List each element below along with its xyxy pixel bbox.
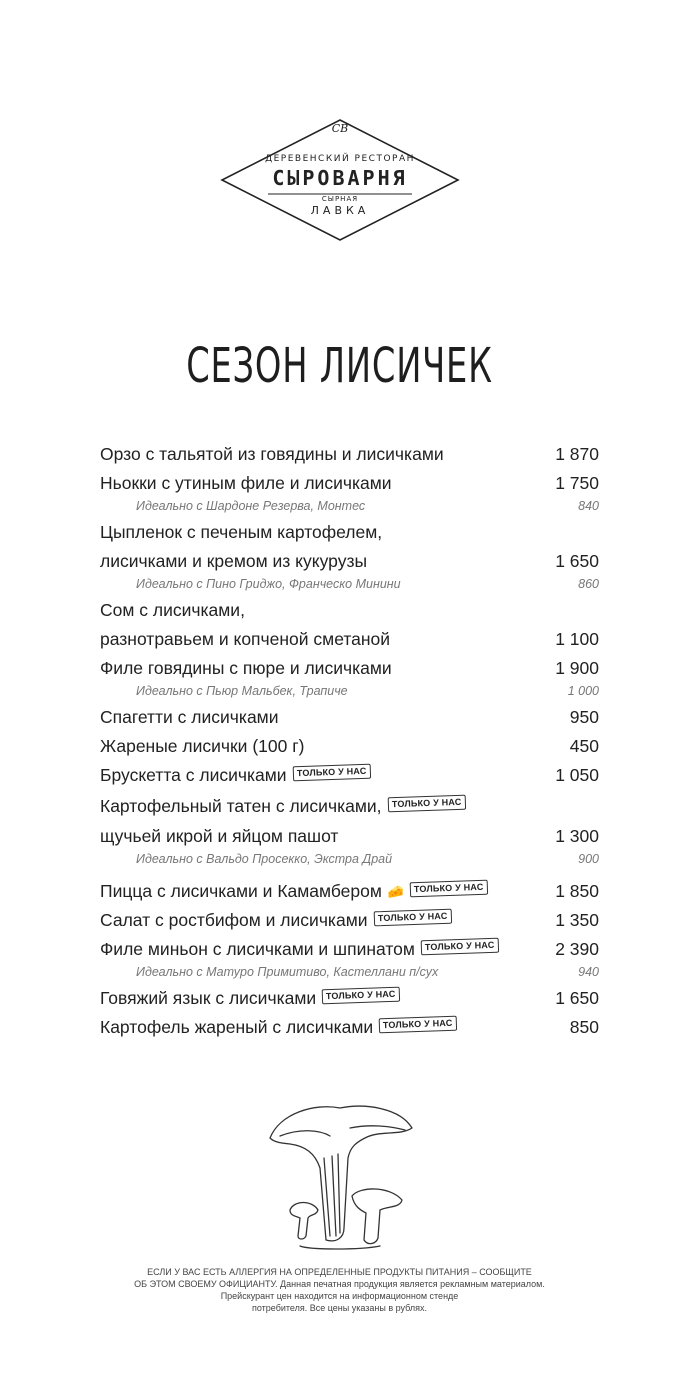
menu-item-name-text: Спагетти с лисичками [100,707,279,727]
menu-item-name [100,1013,457,1042]
wine-pairing [100,683,599,700]
cheese-icon: 🧀 [387,884,405,899]
wine-pairing-text: Идеально с Пино Гриджо, Франческо Минини [136,577,401,591]
menu-item-first-line [100,596,599,625]
logo-subtitle: ДЕРЕВЕНСКИЙ РЕСТОРАН [265,154,415,164]
menu-item [100,906,599,935]
menu-item [100,469,599,498]
wine-pairing [100,964,599,981]
menu-item [100,625,599,654]
menu-item-name [100,518,382,547]
menu-item-name [100,906,451,935]
wine-pairing-price: 940 [578,965,599,979]
wine-pairing-price: 840 [578,499,599,513]
menu-item [100,547,599,576]
menu-item-name [100,732,304,761]
menu-item-name [100,469,392,498]
menu-item-price: 1 750 [555,473,599,493]
allergy-disclaimer [0,1266,679,1314]
menu-list [100,440,599,1042]
menu-item-name-text: Жареные лисички (100 г) [100,736,305,756]
disclaimer-line: ЕСЛИ У ВАС ЕСТЬ АЛЛЕРГИЯ НА ОПРЕДЕЛЕННЫЕ ПРОДУКТЫ ПИТАНИЯ – СООБЩИТЕ [147,1267,532,1277]
menu-item-name [100,790,465,822]
menu-item-price: 1 300 [555,826,599,846]
menu-item-price: 1 050 [555,765,599,785]
menu-item-name [100,625,390,654]
wine-pairing-text: Идеально с Матуро Примитиво, Кастеллани п/сух [136,965,439,979]
menu-item-name-text: Брускетта с лисичками [100,765,287,785]
wine-pairing [100,498,599,515]
restaurant-logo [220,118,460,248]
menu-item-name [100,822,338,851]
menu-item-first-line [100,790,599,822]
menu-item-name-text: лисичками и кремом из кукурузы [100,551,368,571]
logo-shop-name: ЛАВКА [310,204,370,217]
menu-item [100,732,599,761]
disclaimer-line: ОБ ЭТОМ СВОЕМУ ОФИЦИАНТУ. Данная печатная продукция является рекламным материалом. [134,1279,545,1289]
menu-item [100,1013,599,1042]
menu-item-name-text: Филе говядины с пюре и лисичками [100,658,392,678]
menu-item-price: 2 390 [555,939,599,959]
menu-item-name [100,440,444,469]
page-title: СЕЗОН ЛИСИЧЕК [186,338,493,394]
menu-item [100,877,599,906]
menu-item-price: 850 [569,1017,599,1037]
wine-pairing-price: 900 [578,852,599,866]
menu-item-name-text: Салат с ростбифом и лисичками [100,910,368,930]
wine-pairing-text: Идеально с Пьюр Мальбек, Трапиче [136,684,348,698]
menu-item [100,761,599,790]
menu-item-name [100,547,367,576]
menu-item-price: 1 100 [555,629,599,649]
wine-pairing [100,576,599,593]
menu-item-name-text: Филе миньон с лисичками и шпинатом [100,939,415,959]
menu-item-price: 1 850 [555,881,599,901]
only-here-badge: ТОЛЬКО У НАС [379,1016,457,1034]
only-here-badge: ТОЛЬКО У НАС [410,880,488,898]
logo-name: СЫРОВАРНЯ [272,166,408,190]
chanterelle-mushroom-illustration [260,1078,420,1258]
menu-item-price: 1 870 [555,444,599,464]
menu-item [100,935,599,964]
menu-item [100,654,599,683]
only-here-badge: ТОЛЬКО У НАС [387,794,465,812]
only-here-badge: ТОЛЬКО У НАС [373,909,451,927]
wine-pairing-text: Идеально с Шардоне Резерва, Монтес [136,499,366,513]
disclaimer-line: потребителя. Все цены указаны в рублях. [251,1303,428,1313]
menu-item-name-text: Картофель жареный с лисичками [100,1017,374,1037]
menu-item-name-text: Сом с лисичками, [100,600,245,620]
menu-item-name-text: Ньокки с утиным филе и лисичками [100,473,392,493]
menu-item-price: 1 650 [555,988,599,1008]
menu-item-price: 1 900 [555,658,599,678]
menu-item-name-text: Орзо с тальятой из говядины и лисичками [100,444,444,464]
menu-item [100,822,599,851]
menu-item [100,440,599,469]
menu-item-name [100,877,488,906]
wine-pairing [100,851,599,868]
logo-monogram: СВ [331,122,349,135]
wine-pairing-price: 1 000 [567,684,599,698]
menu-item [100,984,599,1013]
menu-item-name [100,654,392,683]
menu-item-name-text: Говяжий язык с лисичками [100,988,317,1008]
logo-shop-label: СЫРНАЯ [321,195,359,203]
disclaimer-line: Прейскурант цен находится на информационном стенде [220,1291,459,1301]
menu-item-name-text: Картофельный татен с лисичками, [100,796,382,816]
menu-item-first-line [100,518,599,547]
menu-item-price: 1 650 [555,551,599,571]
only-here-badge: ТОЛЬКО У НАС [421,938,499,956]
only-here-badge: ТОЛЬКО У НАС [292,764,370,782]
wine-pairing-text: Идеально с Вальдо Просекко, Экстра Драй [136,852,393,866]
menu-item-name [100,984,400,1013]
wine-pairing-price: 860 [578,577,599,591]
menu-item [100,703,599,732]
menu-item-name-text: Пицца с лисичками и Камамбером [100,881,382,901]
menu-item-name [100,935,499,964]
menu-item-name [100,761,370,790]
menu-item-name [100,596,245,625]
menu-item-name-text: Цыпленок с печеным картофелем, [100,522,383,542]
only-here-badge: ТОЛЬКО У НАС [322,987,400,1005]
menu-item-price: 950 [569,707,599,727]
menu-item-name [100,703,279,732]
menu-item-price: 450 [569,736,599,756]
menu-item-name-text: щучьей икрой и яйцом пашот [100,826,339,846]
menu-item-name-text: разнотравьем и копченой сметаной [100,629,391,649]
menu-item-price: 1 350 [555,910,599,930]
